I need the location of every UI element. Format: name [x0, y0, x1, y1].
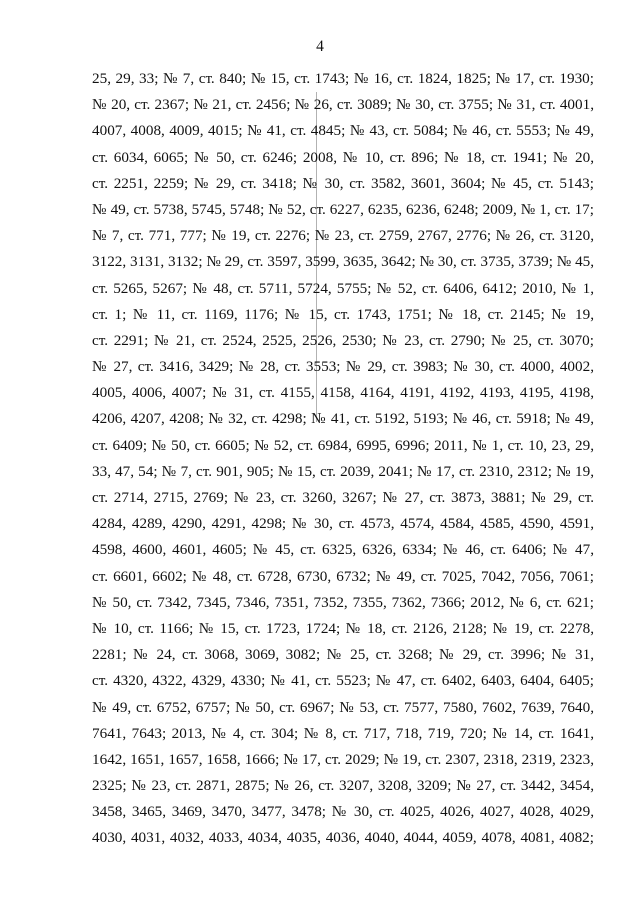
- text-line: ст. 6034, 6065; № 50, ст. 6246; 2008, № 10, ст. 896; № 18, ст. 1941; № 20,: [92, 148, 594, 166]
- document-body: [92, 66, 594, 852]
- text-line: ст. 2291; № 21, ст. 2524, 2525, 2526, 2530; № 23, ст. 2790; № 25, ст. 3070;: [92, 331, 594, 349]
- text-line: 33, 47, 54; № 7, ст. 901, 905; № 15, ст. 2039, 2041; № 17, ст. 2310, 2312; № 19,: [92, 462, 594, 480]
- text-line: 2325; № 23, ст. 2871, 2875; № 26, ст. 3207, 3208, 3209; № 27, ст. 3442, 3454,: [92, 777, 594, 795]
- text-line: ст. 5265, 5267; № 48, ст. 5711, 5724, 5755; № 52, ст. 6406, 6412; 2010, № 1,: [92, 279, 594, 297]
- text-line: ст. 2251, 2259; № 29, ст. 3418; № 30, ст. 3582, 3601, 3604; № 45, ст. 5143;: [92, 174, 594, 192]
- text-line: ст. 6409; № 50, ст. 6605; № 52, ст. 6984, 6995, 6996; 2011, № 1, ст. 10, 23, 29,: [92, 436, 594, 454]
- text-line: 2281; № 24, ст. 3068, 3069, 3082; № 25, ст. 3268; № 29, ст. 3996; № 31,: [92, 646, 594, 664]
- text-line: ст. 1; № 11, ст. 1169, 1176; № 15, ст. 1743, 1751; № 18, ст. 2145; № 19,: [92, 305, 594, 323]
- text-line: № 49, ст. 6752, 6757; № 50, ст. 6967; № 53, ст. 7577, 7580, 7602, 7639, 7640,: [92, 698, 594, 716]
- text-line: ст. 4320, 4322, 4329, 4330; № 41, ст. 5523; № 47, ст. 6402, 6403, 6404, 6405;: [92, 672, 594, 690]
- text-line: 3122, 3131, 3132; № 29, ст. 3597, 3599, 3635, 3642; № 30, ст. 3735, 3739; № 45,: [92, 253, 595, 271]
- text-line: № 20, ст. 2367; № 21, ст. 2456; № 26, ст. 3089; № 30, ст. 3755; № 31, ст. 4001,: [92, 96, 594, 114]
- text-line: № 27, ст. 3416, 3429; № 28, ст. 3553; № 29, ст. 3983; № 30, ст. 4000, 4002,: [92, 358, 594, 376]
- text-line: 4007, 4008, 4009, 4015; № 41, ст. 4845; № 43, ст. 5084; № 46, ст. 5553; № 49,: [92, 122, 594, 140]
- text-line: № 50, ст. 7342, 7345, 7346, 7351, 7352, 7355, 7362, 7366; 2012, № 6, ст. 621;: [92, 593, 594, 611]
- text-line: 4284, 4289, 4290, 4291, 4298; № 30, ст. 4573, 4574, 4584, 4585, 4590, 4591,: [92, 515, 594, 533]
- text-line: № 10, ст. 1166; № 15, ст. 1723, 1724; № 18, ст. 2126, 2128; № 19, ст. 2278,: [92, 619, 594, 637]
- text-line: 7641, 7643; 2013, № 4, ст. 304; № 8, ст. 717, 718, 719, 720; № 14, ст. 1641,: [92, 724, 594, 742]
- text-line: 4005, 4006, 4007; № 31, ст. 4155, 4158, 4164, 4191, 4192, 4193, 4195, 4198,: [92, 384, 594, 402]
- page-number: 4: [316, 38, 324, 55]
- text-line: ст. 2714, 2715, 2769; № 23, ст. 3260, 3267; № 27, ст. 3873, 3881; № 29, ст.: [92, 489, 594, 506]
- text-line: № 7, ст. 771, 777; № 19, ст. 2276; № 23, ст. 2759, 2767, 2776; № 26, ст. 3120,: [92, 227, 594, 245]
- text-line: 3458, 3465, 3469, 3470, 3477, 3478; № 30, ст. 4025, 4026, 4027, 4028, 4029,: [92, 803, 594, 821]
- text-line: ст. 6601, 6602; № 48, ст. 6728, 6730, 6732; № 49, ст. 7025, 7042, 7056, 7061;: [92, 567, 594, 585]
- text-line: 4206, 4207, 4208; № 32, ст. 4298; № 41, ст. 5192, 5193; № 46, ст. 5918; № 49,: [92, 410, 594, 428]
- text-line: 25, 29, 33; № 7, ст. 840; № 15, ст. 1743; № 16, ст. 1824, 1825; № 17, ст. 1930;: [92, 70, 594, 87]
- text-line: 4598, 4600, 4601, 4605; № 45, ст. 6325, 6326, 6334; № 46, ст. 6406; № 47,: [92, 541, 594, 559]
- text-line: 1642, 1651, 1657, 1658, 1666; № 17, ст. 2029; № 19, ст. 2307, 2318, 2319, 2323,: [92, 750, 594, 768]
- text-line: 4030, 4031, 4032, 4033, 4034, 4035, 4036, 4040, 4044, 4059, 4078, 4081, 4082;: [92, 829, 594, 847]
- text-line: № 49, ст. 5738, 5745, 5748; № 52, ст. 6227, 6235, 6236, 6248; 2009, № 1, ст. 17;: [92, 200, 594, 218]
